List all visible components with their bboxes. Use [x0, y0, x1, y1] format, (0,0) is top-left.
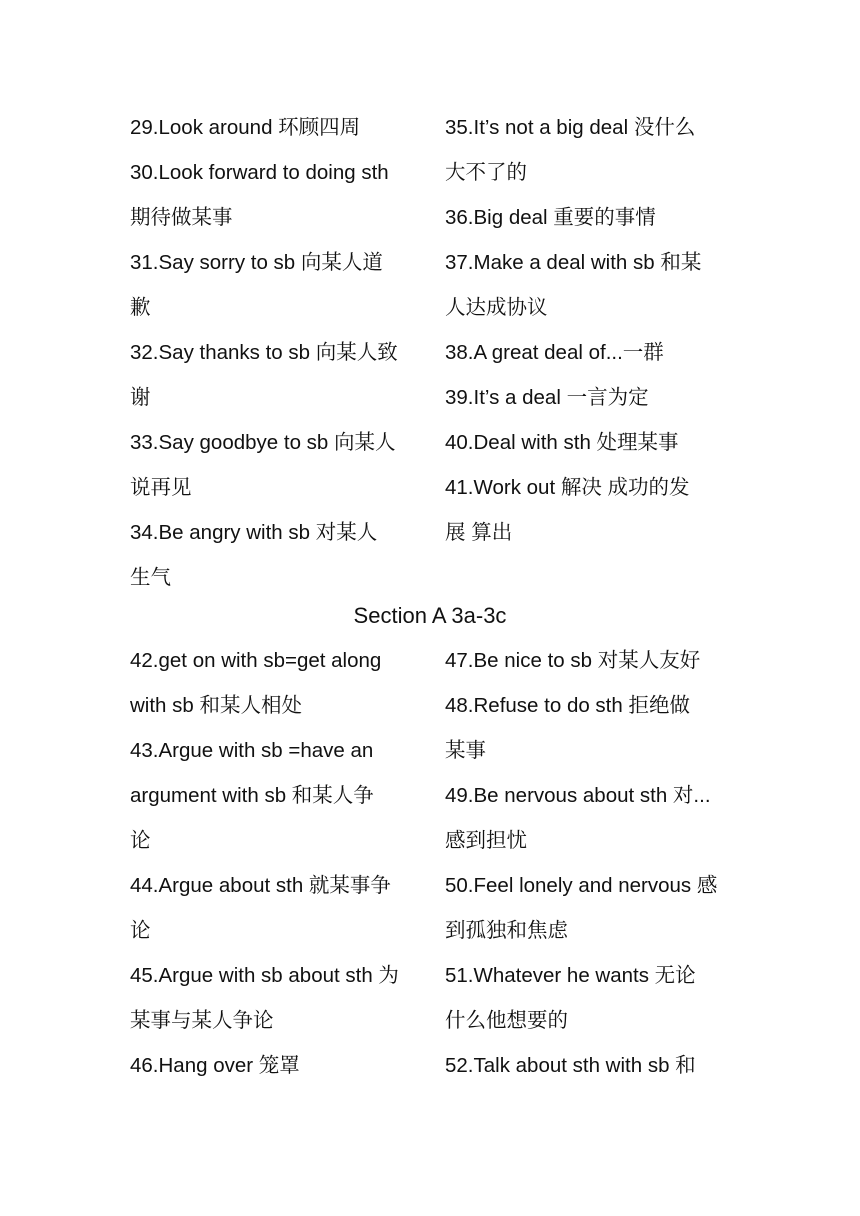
- phrase-line: 36.Big deal 重要的事情: [445, 206, 656, 229]
- phrase-line: 34.Be angry with sb 对某人: [130, 521, 378, 544]
- phrase-line: 论: [130, 829, 151, 852]
- phrase-line: 49.Be nervous about sth 对...: [445, 784, 711, 807]
- phrase-line: 某事与某人争论: [130, 1009, 274, 1032]
- section-heading: Section A 3a-3c: [353, 603, 507, 628]
- phrase-line: 35.It’s not a big deal 没什么: [445, 116, 696, 139]
- phrase-column-left: [130, 638, 445, 1088]
- phrase-list-section-2: [130, 638, 730, 1088]
- phrase-line: 52.Talk about sth with sb 和: [445, 1054, 696, 1077]
- phrase-column-left: [130, 105, 445, 600]
- phrase-line: 38.A great deal of...一群: [445, 341, 664, 364]
- phrase-line: 45.Argue with sb about sth 为: [130, 964, 399, 987]
- phrase-line: 51.Whatever he wants 无论: [445, 964, 696, 987]
- phrase-line: 42.get on with sb=get along: [130, 649, 382, 672]
- phrase-line: 谢: [130, 386, 151, 409]
- phrase-line: with sb 和某人相处: [130, 694, 302, 717]
- phrase-line: 30.Look forward to doing sth: [130, 161, 389, 184]
- phrase-line: 什么他想要的: [445, 1009, 568, 1032]
- phrase-list-section-1: [130, 105, 730, 600]
- phrase-line: 生气: [130, 566, 171, 589]
- phrase-line: 人达成协议: [445, 296, 548, 319]
- phrase-line: 41.Work out 解决 成功的发: [445, 476, 690, 499]
- phrase-line: 48.Refuse to do sth 拒绝做: [445, 694, 690, 717]
- phrase-line: 32.Say thanks to sb 向某人致: [130, 341, 398, 364]
- phrase-line: argument with sb 和某人争: [130, 784, 374, 807]
- phrase-line: 29.Look around 环顾四周: [130, 116, 361, 139]
- phrase-line: 期待做某事: [130, 206, 233, 229]
- phrase-line: 43.Argue with sb =have an: [130, 739, 374, 762]
- phrase-column-right: [445, 105, 730, 600]
- phrase-line: 50.Feel lonely and nervous 感: [445, 874, 718, 897]
- phrase-line: 展 算出: [445, 521, 513, 544]
- phrase-line: 47.Be nice to sb 对某人友好: [445, 649, 701, 672]
- phrase-line: 46.Hang over 笼罩: [130, 1054, 300, 1077]
- phrase-line: 论: [130, 919, 151, 942]
- phrase-line: 37.Make a deal with sb 和某: [445, 251, 702, 274]
- phrase-line: 某事: [445, 739, 486, 762]
- phrase-line: 感到担忧: [445, 829, 527, 852]
- phrase-line: 44.Argue about sth 就某事争: [130, 874, 391, 897]
- phrase-line: 40.Deal with sth 处理某事: [445, 431, 679, 454]
- phrase-column-right: [445, 638, 730, 1088]
- phrase-line: 歉: [130, 296, 151, 319]
- phrase-line: 33.Say goodbye to sb 向某人: [130, 431, 396, 454]
- phrase-line: 31.Say sorry to sb 向某人道: [130, 251, 383, 274]
- phrase-line: 大不了的: [445, 161, 527, 184]
- phrase-line: 39.It’s a deal 一言为定: [445, 386, 649, 409]
- phrase-line: 说再见: [130, 476, 192, 499]
- phrase-line: 到孤独和焦虑: [445, 919, 568, 942]
